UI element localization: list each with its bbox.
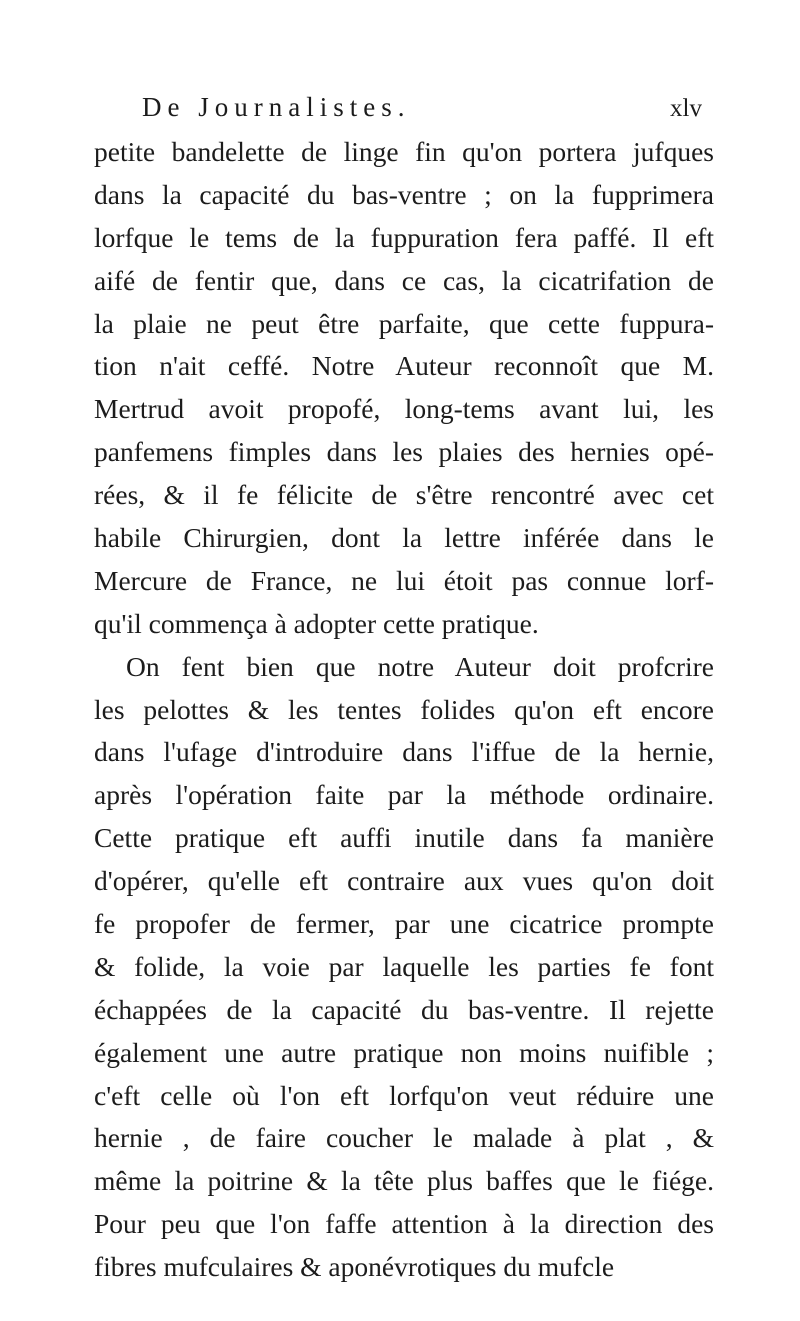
text-line: d'opérer, qu'elle eft contraire aux vues qu'on doit bbox=[94, 865, 714, 897]
running-head bbox=[142, 92, 702, 126]
text-line: & folide, la voie par laquelle les parties fe font bbox=[94, 950, 714, 982]
text-line: On fent bien que notre Auteur doit profcrire bbox=[126, 650, 714, 682]
text-line: dans la capacité du bas-ventre ; on la fupprimera bbox=[94, 178, 714, 210]
text-line: après l'opération faite par la méthode ordinaire. bbox=[94, 779, 714, 811]
text-line: la plaie ne peut être parfaite, que cette fuppura- bbox=[94, 307, 714, 339]
text-line: Pour peu que l'on faffe attention à la direction des bbox=[94, 1208, 714, 1240]
text-line: hernie , de faire coucher le malade à plat , & bbox=[94, 1122, 714, 1154]
text-line: également une autre pratique non moins nuifible ; bbox=[94, 1036, 714, 1068]
running-title: De Journalistes. bbox=[142, 92, 411, 122]
body-text bbox=[94, 131, 714, 1289]
text-line: dans l'ufage d'introduire dans l'iffue de la hernie, bbox=[94, 736, 714, 768]
text-line: échappées de la capacité du bas-ventre. Il rejette bbox=[94, 993, 714, 1025]
text-line: fe propofer de fermer, par une cicatrice prompte bbox=[94, 908, 714, 940]
text-line: même la poitrine & la tête plus baffes que le fiége. bbox=[94, 1165, 714, 1197]
text-line: c'eft celle où l'on eft lorfqu'on veut réduire une bbox=[94, 1079, 714, 1111]
text-line: lorfque le tems de la fuppuration fera paffé. Il eft bbox=[94, 221, 714, 253]
text-line: Cette pratique eft auffi inutile dans fa manière bbox=[94, 822, 714, 854]
text-line: tion n'ait ceffé. Notre Auteur reconnoît que M. bbox=[94, 350, 714, 382]
text-line: Mertrud avoit propofé, long-tems avant lui, les bbox=[94, 393, 714, 425]
text-line: qu'il commença à adopter cette pratique. bbox=[94, 607, 539, 639]
text-line: les pelottes & les tentes folides qu'on eft encore bbox=[94, 693, 714, 725]
text-line: panfemens fimples dans les plaies des hernies opé- bbox=[94, 436, 714, 468]
text-line: habile Chirurgien, dont la lettre inférée dans le bbox=[94, 522, 714, 554]
text-line: Mercure de France, ne lui étoit pas connue lorf- bbox=[94, 564, 714, 596]
text-line: fibres mufculaires & aponévrotiques du mufcle bbox=[94, 1251, 615, 1283]
page-number: xlv bbox=[670, 95, 702, 122]
text-line: rées, & il fe félicite de s'être rencontré avec cet bbox=[94, 479, 714, 511]
text-line: aifé de fentir que, dans ce cas, la cicatrifation de bbox=[94, 264, 714, 296]
text-line: petite bandelette de linge fin qu'on portera jufques bbox=[94, 136, 714, 167]
